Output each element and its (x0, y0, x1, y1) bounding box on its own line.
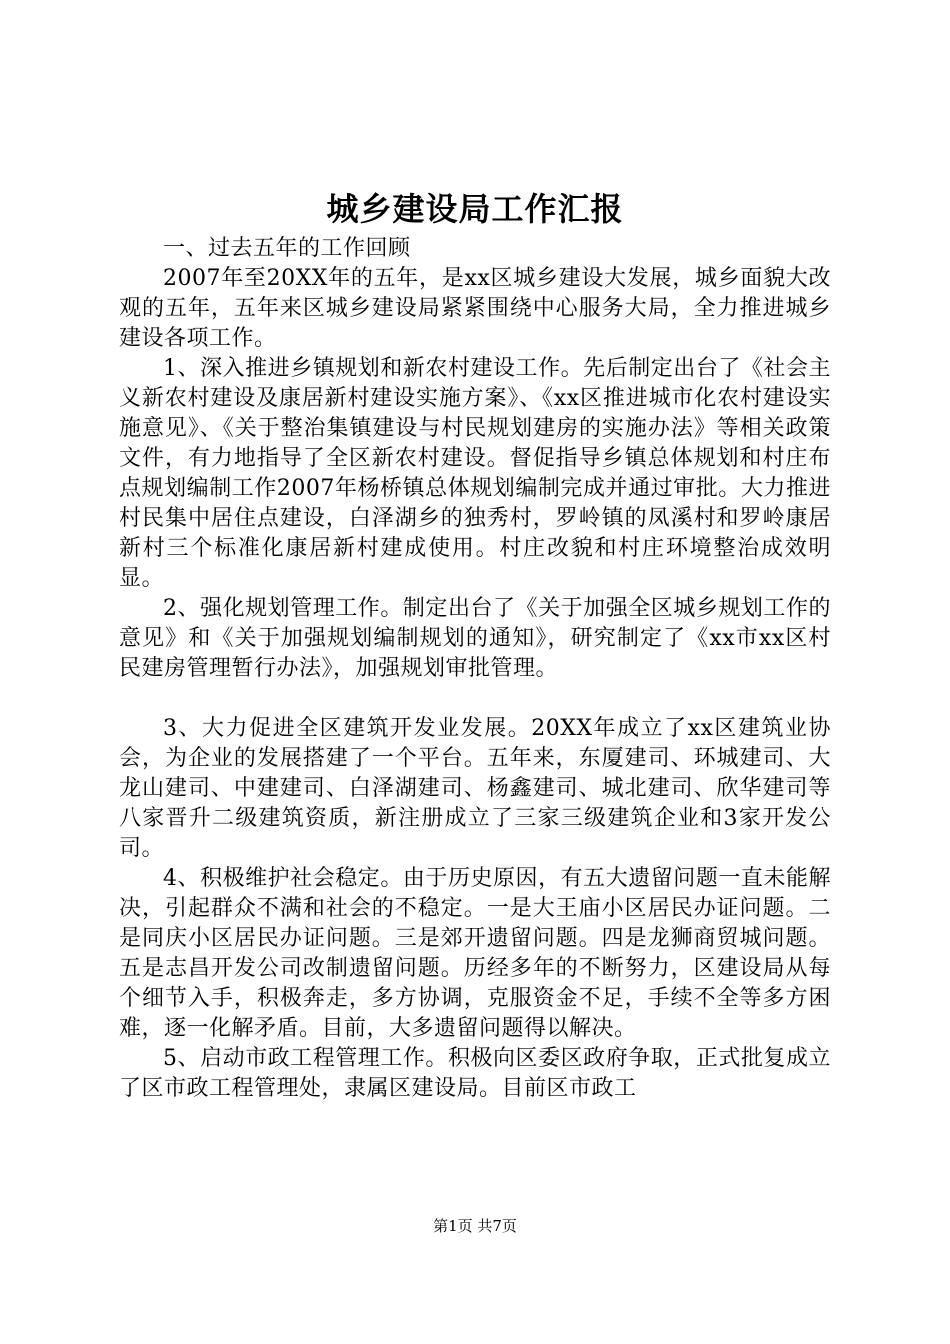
page-number-footer: 第1页 共7页 (433, 1217, 517, 1235)
paragraph-item-2: 2、强化规划管理工作。制定出台了《关于加强全区城乡规划工作的意见》和《关于加强规划编制规划的通知》，研究制定了《xx市xx区村民建房管理暂行办法》，加强规划审批管理。 (119, 596, 831, 681)
paragraph-intro: 2007年至20XX年的五年，是xx区城乡建设大发展，城乡面貌大改观的五年，五年来区城乡建设局紧紧围绕中心服务大局，全力推进城乡建设各项工作。 (119, 266, 831, 351)
document-body (119, 234, 831, 1104)
document-title: 城乡建设局工作汇报 (326, 190, 624, 228)
paragraph-item-1: 1、深入推进乡镇规划和新农村建设工作。先后制定出台了《社会主义新农村建设及康居新村建设实施方案》、《xx区推进城市化农村建设实施意见》、《关于整治集镇建设与村民规划建房的实施办法》等相关政策文件，有力地指导了全区新农村建设。督促指导乡镇总体规划和村庄布点规划编制工作2007年杨桥镇总体规划编制完成并通过审批。大力推进村民集中居住点建设，白泽湖乡的独秀村，罗岭镇的凤溪村和罗岭康居新村三个标准化康居新村建成使用。村庄改貌和村庄环境整治成效明显。 (119, 356, 831, 591)
section-heading: 一、过去五年的工作回顾 (163, 236, 411, 261)
paragraph-item-5: 5、启动市政工程管理工作。积极向区委区政府争取，正式批复成立了区市政工程管理处，隶属区建设局。目前区市政工 (119, 1046, 831, 1101)
paragraph-item-4: 4、积极维护社会稳定。由于历史原因，有五大遗留问题一直未能解决，引起群众不满和社会的不稳定。一是大王庙小区居民办证问题。二是同庆小区居民办证问题。三是郊开遗留问题。四是龙狮商贸城问题。五是志昌开发公司改制遗留问题。历经多年的不断努力，区建设局从每个细节入手，积极奔走，多方协调，克服资金不足，手续不全等多方困难，逐一化解矛盾。目前，大多遗留问题得以解决。 (119, 866, 831, 1041)
paragraph-item-3: 3、大力促进全区建筑开发业发展。20XX年成立了xx区建筑业协会，为企业的发展搭建了一个平台。五年来，东厦建司、环城建司、大龙山建司、中建建司、白泽湖建司、杨鑫建司、城北建司、欣华建司等八家晋升二级建筑资质，新注册成立了三家三级建筑企业和3家开发公司。 (119, 716, 831, 861)
